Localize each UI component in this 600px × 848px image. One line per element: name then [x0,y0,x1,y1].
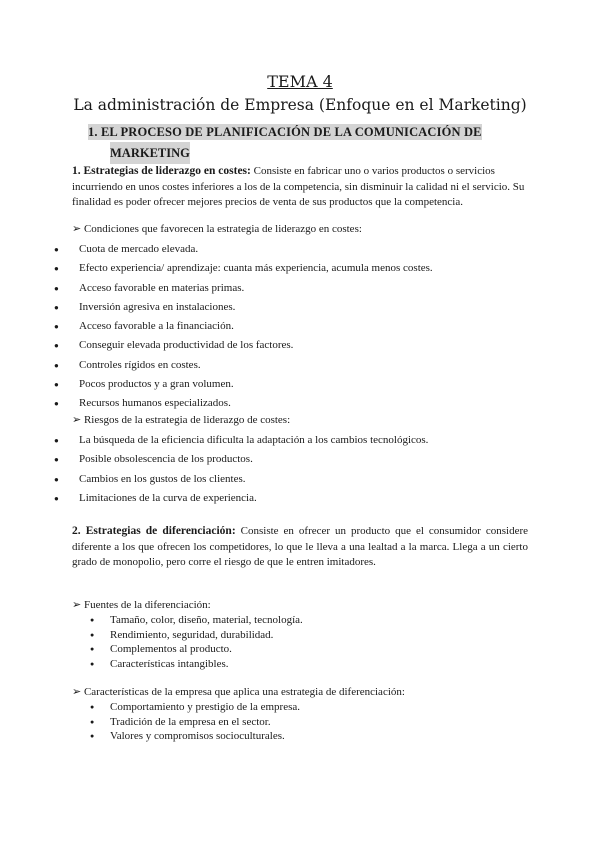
list-item: ● Tradición de la empresa en el sector. [90,715,300,730]
list-item: ● Complementos al producto. [90,642,303,657]
list-item: ● Valores y compromisos socioculturales. [90,729,300,744]
list-item: ● Limitaciones de la curva de experiencia. [54,489,428,508]
strategy1-heading: 1. Estrategias de liderazgo en costes: [72,165,251,177]
conditions-list [54,240,433,414]
strategy2-heading: 2. Estrategias de diferenciación: [72,525,236,537]
list-item: ● Recursos humanos especializados. [54,394,433,413]
traits-list [90,700,300,744]
risks-label: ➢ Riesgos de la estrategia de liderazgo de costes: [72,414,291,426]
risks-list [54,431,428,508]
sources-label: ➢ Fuentes de la diferenciación: [72,599,211,611]
list-item: ● Inversión agresiva en instalaciones. [54,298,433,317]
list-item: ● Comportamiento y prestigio de la empresa. [90,700,300,715]
list-item: ● Posible obsolescencia de los productos. [54,450,428,469]
traits-label: ➢ Características de la empresa que aplica una estrategia de diferenciación: [72,686,405,698]
conditions-label: ➢ Condiciones que favorecen la estrategia de liderazgo en costes: [72,223,362,235]
list-item: ● Conseguir elevada productividad de los factores. [54,336,433,355]
strategy2-paragraph [72,524,528,571]
list-item: ● Pocos productos y a gran volumen. [54,375,433,394]
page-title: TEMA 4 [267,72,333,91]
strategy2-body: Consiste en ofrecer un producto que el consumidor considere diferente a los que ofrecen los competidores, lo que le lleva a una lealtad a la marca. Llega a un cierto grado de monopolio, pero corre el riesgo de que le entren imitadores. [72,525,528,568]
section-heading [88,122,528,160]
list-item: ● Cuota de mercado elevada. [54,240,433,259]
page-subtitle: La administración de Empresa (Enfoque en el Marketing) [73,96,527,114]
list-item: ● Efecto experiencia/ aprendizaje: cuanta más experiencia, acumula menos costes. [54,259,433,278]
strategy1-paragraph [72,164,542,211]
section-heading-line2: MARKETING [110,142,190,164]
list-item: ● Tamaño, color, diseño, material, tecnología. [90,613,303,628]
strategy1-body: Consiste en fabricar uno o varios productos o servicios incurriendo en unos costes inferiores a los de la competencia, sin disminuir la calidad ni el servicio. Su finalidad es poder ofrecer mejores precios de venta de sus productos que la competencia. [72,165,525,208]
list-item: ● Acceso favorable a la financiación. [54,317,433,336]
list-item: ● Cambios en los gustos de los clientes. [54,470,428,489]
list-item: ● La búsqueda de la eficiencia dificulta la adaptación a los cambios tecnológicos. [54,431,428,450]
list-item: ● Acceso favorable en materias primas. [54,279,433,298]
list-item: ● Rendimiento, seguridad, durabilidad. [90,628,303,643]
list-item: ● Controles rígidos en costes. [54,356,433,375]
list-item: ● Características intangibles. [90,657,303,672]
sources-list [90,613,303,671]
section-heading-line1: 1. EL PROCESO DE PLANIFICACIÓN DE LA COMUNICACIÓN DE [88,125,482,139]
